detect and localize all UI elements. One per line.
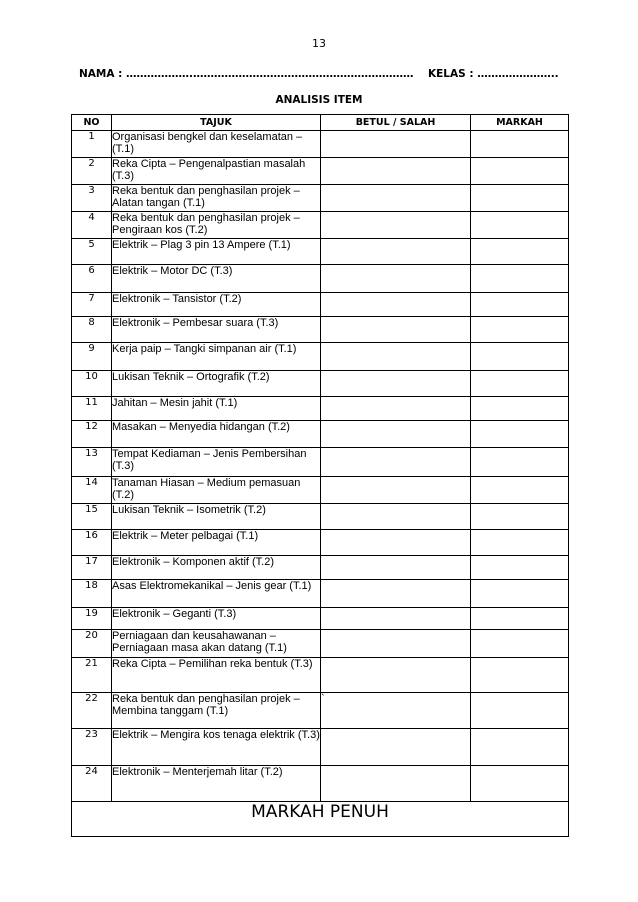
row-tajuk: Elektrik – Plag 3 pin 13 Ampere (T.1) bbox=[112, 239, 321, 265]
row-markah-cell bbox=[471, 317, 569, 343]
row-tajuk: Jahitan – Mesin jahit (T.1) bbox=[112, 397, 321, 421]
row-number: 4 bbox=[72, 212, 112, 239]
row-tajuk: Elektronik – Pembesar suara (T.3) bbox=[112, 317, 321, 343]
row-number: 11 bbox=[72, 397, 112, 421]
table-row bbox=[72, 293, 569, 317]
column-header-no: NO bbox=[72, 115, 112, 131]
row-betul-salah-cell bbox=[321, 239, 471, 265]
row-tajuk: Tanaman Hiasan – Medium pemasuan (T.2) bbox=[112, 477, 321, 504]
row-number: 21 bbox=[72, 658, 112, 693]
row-number: 9 bbox=[72, 343, 112, 371]
row-number: 15 bbox=[72, 504, 112, 530]
row-markah-cell bbox=[471, 530, 569, 556]
table-row bbox=[72, 448, 569, 477]
row-betul-salah-cell bbox=[321, 477, 471, 504]
table-row bbox=[72, 556, 569, 580]
row-betul-salah-cell bbox=[321, 766, 471, 802]
row-markah-cell bbox=[471, 477, 569, 504]
row-betul-salah-cell bbox=[321, 131, 471, 158]
row-tajuk: Elektrik – Mengira kos tenaga elektrik (T.3) bbox=[112, 729, 321, 766]
column-header-tajuk: TAJUK bbox=[112, 115, 321, 131]
row-markah-cell bbox=[471, 239, 569, 265]
table-row bbox=[72, 608, 569, 630]
table-row bbox=[72, 530, 569, 556]
table-row bbox=[72, 317, 569, 343]
row-betul-salah-cell bbox=[321, 421, 471, 448]
row-markah-cell bbox=[471, 371, 569, 397]
row-betul-salah-cell: ` bbox=[321, 693, 471, 729]
row-tajuk: Tempat Kediaman – Jenis Pembersihan (T.3) bbox=[112, 448, 321, 477]
row-markah-cell bbox=[471, 421, 569, 448]
row-betul-salah-cell bbox=[321, 530, 471, 556]
row-number: 10 bbox=[72, 371, 112, 397]
table-row bbox=[72, 265, 569, 293]
row-number: 24 bbox=[72, 766, 112, 802]
row-tajuk: Elektronik – Geganti (T.3) bbox=[112, 608, 321, 630]
column-header-markah: MARKAH bbox=[471, 115, 569, 131]
table-row bbox=[72, 158, 569, 185]
table-row bbox=[72, 212, 569, 239]
row-tajuk: Reka Cipta – Pengenalpastian masalah (T.3) bbox=[112, 158, 321, 185]
row-betul-salah-cell bbox=[321, 630, 471, 658]
table-row bbox=[72, 343, 569, 371]
table-body bbox=[72, 131, 569, 802]
row-tajuk: Reka Cipta – Pemilihan reka bentuk (T.3) bbox=[112, 658, 321, 693]
row-betul-salah-cell bbox=[321, 158, 471, 185]
row-markah-cell bbox=[471, 580, 569, 608]
row-markah-cell bbox=[471, 766, 569, 802]
row-tajuk: Kerja paip – Tangki simpanan air (T.1) bbox=[112, 343, 321, 371]
row-markah-cell bbox=[471, 185, 569, 212]
row-number: 20 bbox=[72, 630, 112, 658]
row-betul-salah-cell bbox=[321, 729, 471, 766]
table-row bbox=[72, 729, 569, 766]
row-tajuk: Masakan – Menyedia hidangan (T.2) bbox=[112, 421, 321, 448]
row-betul-salah-cell bbox=[321, 397, 471, 421]
table-row bbox=[72, 477, 569, 504]
row-markah-cell bbox=[471, 131, 569, 158]
row-betul-salah-cell bbox=[321, 608, 471, 630]
row-betul-salah-cell bbox=[321, 658, 471, 693]
row-number: 17 bbox=[72, 556, 112, 580]
row-markah-cell bbox=[471, 343, 569, 371]
row-betul-salah-cell bbox=[321, 317, 471, 343]
document-title: ANALISIS ITEM bbox=[275, 94, 363, 106]
row-number: 5 bbox=[72, 239, 112, 265]
row-markah-cell bbox=[471, 265, 569, 293]
row-markah-cell bbox=[471, 556, 569, 580]
table-row bbox=[72, 504, 569, 530]
row-number: 13 bbox=[72, 448, 112, 477]
markah-penuh-label: MARKAH PENUH bbox=[72, 802, 569, 837]
table-row bbox=[72, 185, 569, 212]
row-markah-cell bbox=[471, 693, 569, 729]
row-betul-salah-cell bbox=[321, 504, 471, 530]
table-row bbox=[72, 421, 569, 448]
table-row bbox=[72, 371, 569, 397]
row-betul-salah-cell bbox=[321, 448, 471, 477]
row-tajuk: Elektronik – Komponen aktif (T.2) bbox=[112, 556, 321, 580]
row-markah-cell bbox=[471, 608, 569, 630]
row-number: 2 bbox=[72, 158, 112, 185]
table-row bbox=[72, 766, 569, 802]
row-markah-cell bbox=[471, 630, 569, 658]
row-betul-salah-cell bbox=[321, 212, 471, 239]
row-number: 8 bbox=[72, 317, 112, 343]
row-tajuk: Organisasi bengkel dan keselamatan – (T.1) bbox=[112, 131, 321, 158]
table-row bbox=[72, 658, 569, 693]
row-number: 3 bbox=[72, 185, 112, 212]
table-row bbox=[72, 630, 569, 658]
row-markah-cell bbox=[471, 212, 569, 239]
row-number: 22 bbox=[72, 693, 112, 729]
row-betul-salah-cell bbox=[321, 556, 471, 580]
row-number: 19 bbox=[72, 608, 112, 630]
row-tajuk: Reka bentuk dan penghasilan projek – Pengiraan kos (T.2) bbox=[112, 212, 321, 239]
row-tajuk: Reka bentuk dan penghasilan projek – Membina tanggam (T.1) bbox=[112, 693, 321, 729]
table-row bbox=[72, 239, 569, 265]
row-markah-cell bbox=[471, 504, 569, 530]
row-tajuk: Elektronik – Menterjemah litar (T.2) bbox=[112, 766, 321, 802]
row-betul-salah-cell bbox=[321, 185, 471, 212]
column-header-betul-salah: BETUL / SALAH bbox=[321, 115, 471, 131]
row-markah-cell bbox=[471, 448, 569, 477]
table-row bbox=[72, 397, 569, 421]
footer-row bbox=[72, 802, 569, 837]
nama-field-label: NAMA : ……………….……………………………………………………… bbox=[79, 68, 414, 80]
row-tajuk: Lukisan Teknik – Isometrik (T.2) bbox=[112, 504, 321, 530]
row-betul-salah-cell bbox=[321, 371, 471, 397]
row-number: 6 bbox=[72, 265, 112, 293]
row-number: 14 bbox=[72, 477, 112, 504]
row-number: 7 bbox=[72, 293, 112, 317]
row-tajuk: Lukisan Teknik – Ortografik (T.2) bbox=[112, 371, 321, 397]
row-tajuk: Reka bentuk dan penghasilan projek – Alatan tangan (T.1) bbox=[112, 185, 321, 212]
row-betul-salah-cell bbox=[321, 293, 471, 317]
row-number: 18 bbox=[72, 580, 112, 608]
row-tajuk: Elektronik – Tansistor (T.2) bbox=[112, 293, 321, 317]
row-betul-salah-cell bbox=[321, 265, 471, 293]
row-markah-cell bbox=[471, 658, 569, 693]
row-betul-salah-cell bbox=[321, 580, 471, 608]
row-markah-cell bbox=[471, 158, 569, 185]
item-analysis-table bbox=[71, 114, 569, 837]
student-info-line bbox=[79, 68, 569, 82]
row-number: 12 bbox=[72, 421, 112, 448]
row-number: 16 bbox=[72, 530, 112, 556]
row-markah-cell bbox=[471, 729, 569, 766]
row-betul-salah-cell bbox=[321, 343, 471, 371]
row-tajuk: Elektrik – Motor DC (T.3) bbox=[112, 265, 321, 293]
page-number: 13 bbox=[312, 37, 326, 50]
row-number: 1 bbox=[72, 131, 112, 158]
kelas-field-label: KELAS : ………………….. bbox=[428, 68, 559, 80]
row-tajuk: Elektrik – Meter pelbagai (T.1) bbox=[112, 530, 321, 556]
row-tajuk: Perniagaan dan keusahawanan – Perniagaan masa akan datang (T.1) bbox=[112, 630, 321, 658]
row-number: 23 bbox=[72, 729, 112, 766]
table-row bbox=[72, 580, 569, 608]
table-row bbox=[72, 693, 569, 729]
row-markah-cell bbox=[471, 293, 569, 317]
row-markah-cell bbox=[471, 397, 569, 421]
row-tajuk: Asas Elektromekanikal – Jenis gear (T.1) bbox=[112, 580, 321, 608]
table-header-row bbox=[72, 115, 569, 131]
table-row bbox=[72, 131, 569, 158]
